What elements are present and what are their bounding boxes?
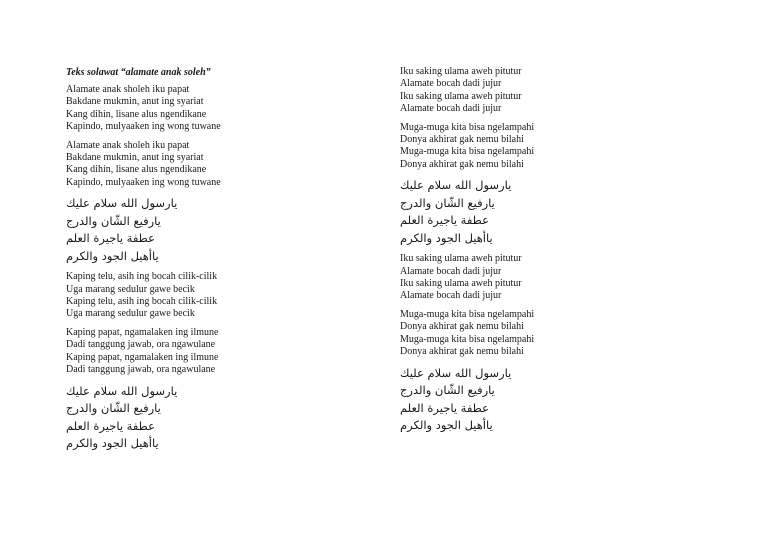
lyric-line: Muga-muga kita bisa ngelampahi (400, 121, 535, 133)
lyric-line: Dadi tanggung jawab, ora ngawulane (66, 339, 216, 351)
lyric-line: Kaping telu, asih ing bocah cilik-cilik (66, 296, 218, 308)
document-title: Teks solawat “alamate anak soleh” (66, 67, 211, 78)
arabic-line: عطفة ياجيرة العلم (66, 231, 155, 246)
arabic-line: يارسول الله سلام عليك (400, 178, 512, 193)
lyric-line: Muga-muga kita bisa ngelampahi (400, 333, 535, 345)
lyric-line: Kang dihin, lisane alus ngendikane (66, 108, 207, 120)
lyric-line: Kaping papat, ngamalaken ing ilmune (66, 326, 219, 338)
lyric-stanza (400, 253, 700, 303)
left-column (66, 66, 366, 459)
arabic-line: ياأهيل الجود والكرم (66, 436, 159, 450)
lyric-line: Bakdane mukmin, anut ing syariat (66, 96, 204, 108)
lyric-line: Bakdane mukmin, anut ing syariat (66, 152, 204, 164)
lyric-line: Iku saking ulama aweh pitutur (400, 253, 522, 265)
lyric-line: Kapindo, mulyaaken ing wong tuwane (66, 121, 221, 133)
lyric-line: Donya akhirat gak nemu bilahi (400, 158, 524, 170)
lyric-line: Alamate anak sholeh iku papat (66, 139, 190, 151)
lyric-line: Kapindo, mulyaaken ing wong tuwane (66, 176, 221, 188)
arabic-line: يارفيع الشّان والدرج (66, 401, 161, 415)
arabic-stanza (400, 365, 700, 435)
lyric-line: Dadi tanggung jawab, ora ngawulane (66, 364, 216, 376)
lyric-stanza (400, 122, 700, 172)
lyric-line: Iku saking ulama aweh pitutur (400, 66, 522, 77)
arabic-stanza (66, 383, 366, 453)
lyric-line: Alamate bocah dadi jujur (400, 78, 502, 90)
arabic-stanza (66, 195, 366, 265)
right-column (400, 66, 700, 441)
arabic-line: عطفة ياجيرة العلم (400, 213, 489, 228)
arabic-line: ياأهيل الجود والكرم (66, 248, 159, 263)
right-stanzas (400, 66, 700, 435)
arabic-line: عطفة ياجيرة العلم (66, 418, 155, 433)
lyric-line: Donya akhirat gak nemu bilahi (400, 346, 524, 358)
arabic-line: يارفيع الشّان والدرج (400, 195, 495, 210)
arabic-line: يارسول الله سلام عليك (400, 365, 512, 380)
lyric-line: Donya akhirat gak nemu bilahi (400, 134, 524, 146)
lyric-line: Muga-muga kita bisa ngelampahi (400, 308, 535, 320)
lyric-line: Iku saking ulama aweh pitutur (400, 278, 522, 290)
lyric-line: Alamate anak sholeh iku papat (66, 84, 190, 95)
lyric-stanza (400, 66, 700, 116)
lyric-line: Iku saking ulama aweh pitutur (400, 90, 522, 102)
lyric-stanza (66, 140, 366, 190)
arabic-line: عطفة ياجيرة العلم (400, 400, 489, 415)
arabic-stanza (400, 177, 700, 247)
lyric-line: Donya akhirat gak nemu bilahi (400, 321, 524, 333)
lyric-line: Uga marang sedulur gawe becik (66, 308, 195, 320)
lyric-line: Alamate bocah dadi jujur (400, 290, 502, 302)
arabic-line: ياأهيل الجود والكرم (400, 230, 493, 245)
arabic-line: يارفيع الشّان والدرج (66, 213, 161, 228)
lyric-stanza (66, 327, 366, 377)
arabic-line: يارفيع الشّان والدرج (400, 383, 495, 397)
lyric-stanza (66, 84, 366, 134)
left-stanzas (66, 84, 366, 453)
lyric-stanza (400, 309, 700, 359)
lyric-line: Muga-muga kita bisa ngelampahi (400, 146, 535, 158)
lyric-line: Uga marang sedulur gawe becik (66, 283, 195, 295)
arabic-line: يارسول الله سلام عليك (66, 383, 178, 398)
lyric-line: Kang dihin, lisane alus ngendikane (66, 164, 207, 176)
arabic-line: ياأهيل الجود والكرم (400, 418, 493, 432)
lyric-line: Kaping papat, ngamalaken ing ilmune (66, 351, 219, 363)
lyric-stanza (66, 271, 366, 321)
lyric-line: Alamate bocah dadi jujur (400, 103, 502, 115)
lyric-line: Kaping telu, asih ing bocah cilik-cilik (66, 271, 218, 283)
lyric-line: Alamate bocah dadi jujur (400, 265, 502, 277)
arabic-line: يارسول الله سلام عليك (66, 196, 178, 211)
